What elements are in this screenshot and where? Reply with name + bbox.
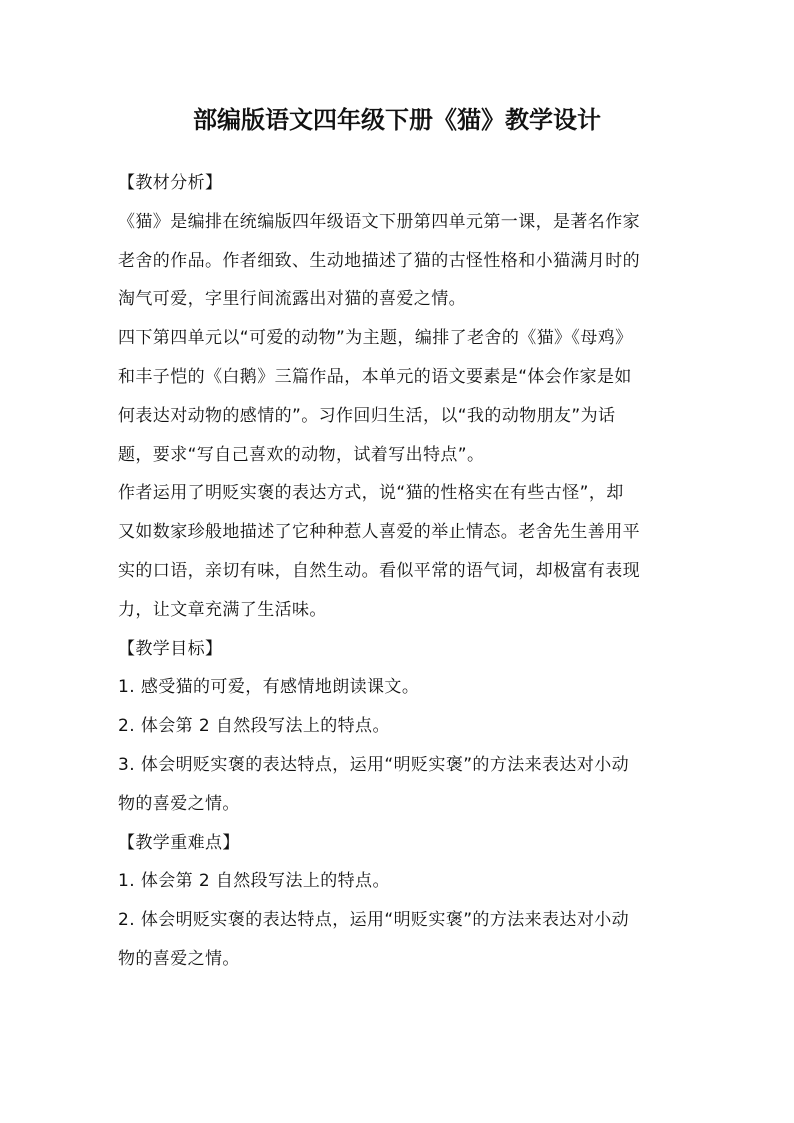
document-title: 部编版语文四年级下册《猫》教学设计 <box>193 106 601 134</box>
analysis-paragraph-1-line-2: 老舍的作品。作者细致、生动地描述了猫的古怪性格和小猫满月时的 <box>118 250 640 271</box>
section-heading-analysis: 【教材分析】 <box>118 173 223 193</box>
goal-item-3-line-1: 3. 体会明贬实褒的表达特点，运用“明贬实褒”的方法来表达对小动 <box>118 754 630 775</box>
analysis-paragraph-1-line-1: 《猫》是编排在统编版四年级语文下册第四单元第一课，是著名作家 <box>118 211 640 232</box>
analysis-paragraph-3-line-3: 实的口语，亲切有味，自然生动。看似平常的语气词，却极富有表现 <box>118 560 640 581</box>
key-point-item-1: 1. 体会第 2 自然段写法上的特点。 <box>118 871 390 892</box>
analysis-paragraph-1-line-3: 淘气可爱，字里行间流露出对猫的喜爱之情。 <box>118 289 466 310</box>
analysis-paragraph-2-line-3: 何表达对动物的感情的”。习作回归生活，以“我的动物朋友”为话 <box>118 405 616 426</box>
section-heading-key-points: 【教学重难点】 <box>118 832 240 853</box>
section-heading-goals: 【教学目标】 <box>118 638 223 659</box>
analysis-paragraph-2-line-4: 题，要求“写自己喜欢的动物，试着写出特点”。 <box>118 444 485 465</box>
goal-item-1: 1. 感受猫的可爱，有感情地朗读课文。 <box>118 677 420 698</box>
goal-item-2: 2. 体会第 2 自然段写法上的特点。 <box>118 716 390 737</box>
analysis-paragraph-2-line-1: 四下第四单元以“可爱的动物”为主题，编排了老舍的《猫》《母鸡》 <box>118 328 633 349</box>
key-point-item-2-line-1: 2. 体会明贬实褒的表达特点，运用“明贬实褒”的方法来表达对小动 <box>118 910 630 931</box>
goal-item-3-line-2: 物的喜爱之情。 <box>118 793 240 814</box>
analysis-paragraph-2-line-2: 和丰子恺的《白鹅》三篇作品，本单元的语文要素是“体会作家是如 <box>118 366 632 387</box>
key-point-item-2-line-2: 物的喜爱之情。 <box>118 948 240 969</box>
analysis-paragraph-3-line-2: 又如数家珍般地描述了它种种惹人喜爱的举止情态。老舍先生善用平 <box>118 522 640 543</box>
analysis-paragraph-3-line-4: 力，让文章充满了生活味。 <box>118 599 327 620</box>
analysis-paragraph-3-line-1: 作者运用了明贬实褒的表达方式，说“猫的性格实在有些古怪”，却 <box>118 483 624 504</box>
document-body <box>118 164 678 979</box>
